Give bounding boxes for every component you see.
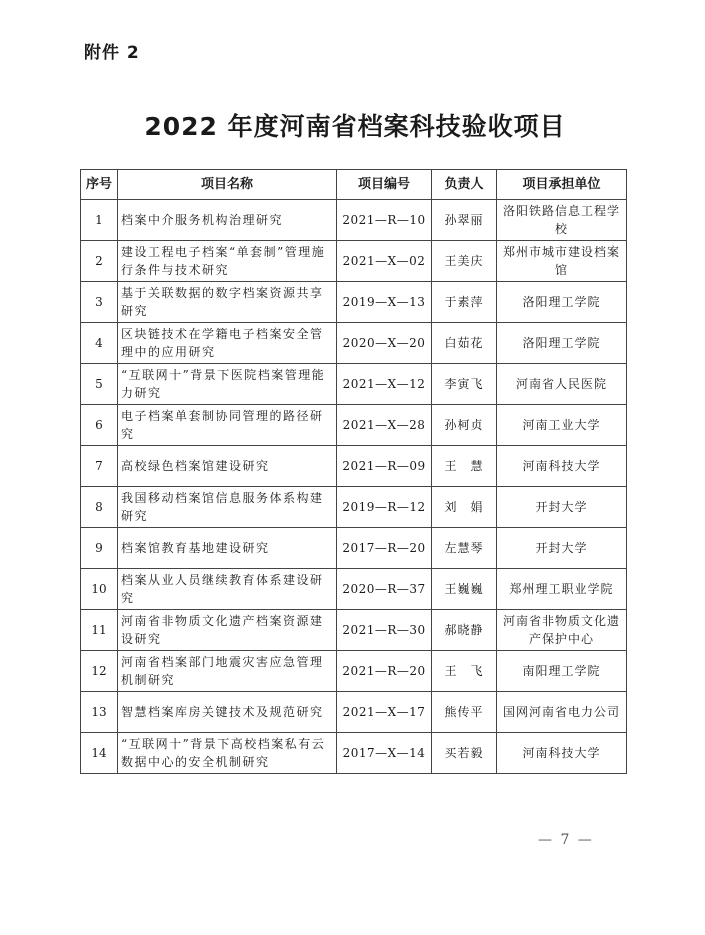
- cell-no: 14: [81, 733, 118, 774]
- cell-no: 1: [81, 200, 118, 241]
- cell-project-code: 2021—R—10: [337, 200, 432, 241]
- cell-project-code: 2017—X—14: [337, 733, 432, 774]
- cell-no: 4: [81, 323, 118, 364]
- cell-project-name: 河南省非物质文化遗产档案资源建设研究: [118, 610, 337, 651]
- cell-organization: 郑州市城市建设档案馆: [497, 241, 627, 282]
- cell-project-code: 2019—R—12: [337, 487, 432, 528]
- table-row: [81, 200, 627, 241]
- cell-no: 13: [81, 692, 118, 733]
- cell-leader: 王 慧: [432, 446, 497, 487]
- cell-leader: 刘 娟: [432, 487, 497, 528]
- cell-organization: 河南省人民医院: [497, 364, 627, 405]
- cell-project-code: 2021—R—30: [337, 610, 432, 651]
- cell-organization: 洛阳理工学院: [497, 282, 627, 323]
- cell-organization: 郑州理工职业学院: [497, 569, 627, 610]
- cell-leader: 李寅飞: [432, 364, 497, 405]
- table-row: [81, 241, 627, 282]
- cell-project-name: 智慧档案库房关键技术及规范研究: [118, 692, 337, 733]
- cell-leader: 熊传平: [432, 692, 497, 733]
- cell-project-name: 档案中介服务机构治理研究: [118, 200, 337, 241]
- table-row: [81, 323, 627, 364]
- header-org: 项目承担单位: [497, 170, 627, 200]
- cell-leader: 王 飞: [432, 651, 497, 692]
- table-row: [81, 569, 627, 610]
- cell-organization: 河南省非物质文化遗产保护中心: [497, 610, 627, 651]
- cell-project-code: 2020—X—20: [337, 323, 432, 364]
- cell-project-code: 2019—X—13: [337, 282, 432, 323]
- cell-organization: 开封大学: [497, 528, 627, 569]
- table-row: [81, 446, 627, 487]
- cell-leader: 孙柯贞: [432, 405, 497, 446]
- page-number: — 7 —: [538, 832, 594, 848]
- table-row: [81, 405, 627, 446]
- header-lead: 负责人: [432, 170, 497, 200]
- cell-no: 5: [81, 364, 118, 405]
- table-row: [81, 528, 627, 569]
- cell-no: 9: [81, 528, 118, 569]
- cell-no: 8: [81, 487, 118, 528]
- cell-project-code: 2021—R—09: [337, 446, 432, 487]
- cell-organization: 国网河南省电力公司: [497, 692, 627, 733]
- cell-project-name: 区块链技术在学籍电子档案安全管理中的应用研究: [118, 323, 337, 364]
- cell-organization: 河南科技大学: [497, 446, 627, 487]
- cell-project-name: “互联网十”背景下医院档案管理能力研究: [118, 364, 337, 405]
- cell-project-name: 建设工程电子档案“单套制”管理施行条件与技术研究: [118, 241, 337, 282]
- cell-leader: 王巍巍: [432, 569, 497, 610]
- cell-leader: 孙翠丽: [432, 200, 497, 241]
- cell-organization: 河南科技大学: [497, 733, 627, 774]
- table-body: [81, 200, 627, 774]
- cell-no: 11: [81, 610, 118, 651]
- cell-leader: 王美庆: [432, 241, 497, 282]
- cell-project-name: 电子档案单套制协同管理的路径研究: [118, 405, 337, 446]
- header-name: 项目名称: [118, 170, 337, 200]
- cell-no: 12: [81, 651, 118, 692]
- cell-project-name: 档案从业人员继续教育体系建设研究: [118, 569, 337, 610]
- cell-project-name: 高校绿色档案馆建设研究: [118, 446, 337, 487]
- table-row: [81, 282, 627, 323]
- cell-project-code: 2021—X—12: [337, 364, 432, 405]
- cell-project-name: 河南省档案部门地震灾害应急管理机制研究: [118, 651, 337, 692]
- cell-no: 10: [81, 569, 118, 610]
- cell-project-code: 2021—X—28: [337, 405, 432, 446]
- cell-project-name: 档案馆教育基地建设研究: [118, 528, 337, 569]
- cell-project-name: “互联网十”背景下高校档案私有云数据中心的安全机制研究: [118, 733, 337, 774]
- document-title: 2022 年度河南省档案科技验收项目: [144, 112, 566, 141]
- table-row: [81, 692, 627, 733]
- header-no: 序号: [81, 170, 118, 200]
- cell-organization: 洛阳理工学院: [497, 323, 627, 364]
- cell-organization: 河南工业大学: [497, 405, 627, 446]
- cell-project-code: 2021—X—02: [337, 241, 432, 282]
- cell-organization: 洛阳铁路信息工程学校: [497, 200, 627, 241]
- cell-project-code: 2017—R—20: [337, 528, 432, 569]
- cell-leader: 买若毅: [432, 733, 497, 774]
- cell-project-code: 2021—R—20: [337, 651, 432, 692]
- cell-no: 7: [81, 446, 118, 487]
- cell-leader: 白茹花: [432, 323, 497, 364]
- cell-leader: 于素萍: [432, 282, 497, 323]
- cell-project-code: 2020—R—37: [337, 569, 432, 610]
- cell-no: 3: [81, 282, 118, 323]
- cell-leader: 左慧琴: [432, 528, 497, 569]
- projects-table: [80, 169, 627, 774]
- table-row: [81, 733, 627, 774]
- header-code: 项目编号: [337, 170, 432, 200]
- cell-no: 6: [81, 405, 118, 446]
- attachment-label: 附件 2: [84, 43, 140, 63]
- cell-project-code: 2021—X—17: [337, 692, 432, 733]
- cell-leader: 郝晓静: [432, 610, 497, 651]
- table-row: [81, 364, 627, 405]
- cell-no: 2: [81, 241, 118, 282]
- cell-organization: 开封大学: [497, 487, 627, 528]
- cell-organization: 南阳理工学院: [497, 651, 627, 692]
- table-header-row: [81, 170, 627, 200]
- table-row: [81, 487, 627, 528]
- table-row: [81, 651, 627, 692]
- table-row: [81, 610, 627, 651]
- cell-project-name: 我国移动档案馆信息服务体系构建研究: [118, 487, 337, 528]
- cell-project-name: 基于关联数据的数字档案资源共享研究: [118, 282, 337, 323]
